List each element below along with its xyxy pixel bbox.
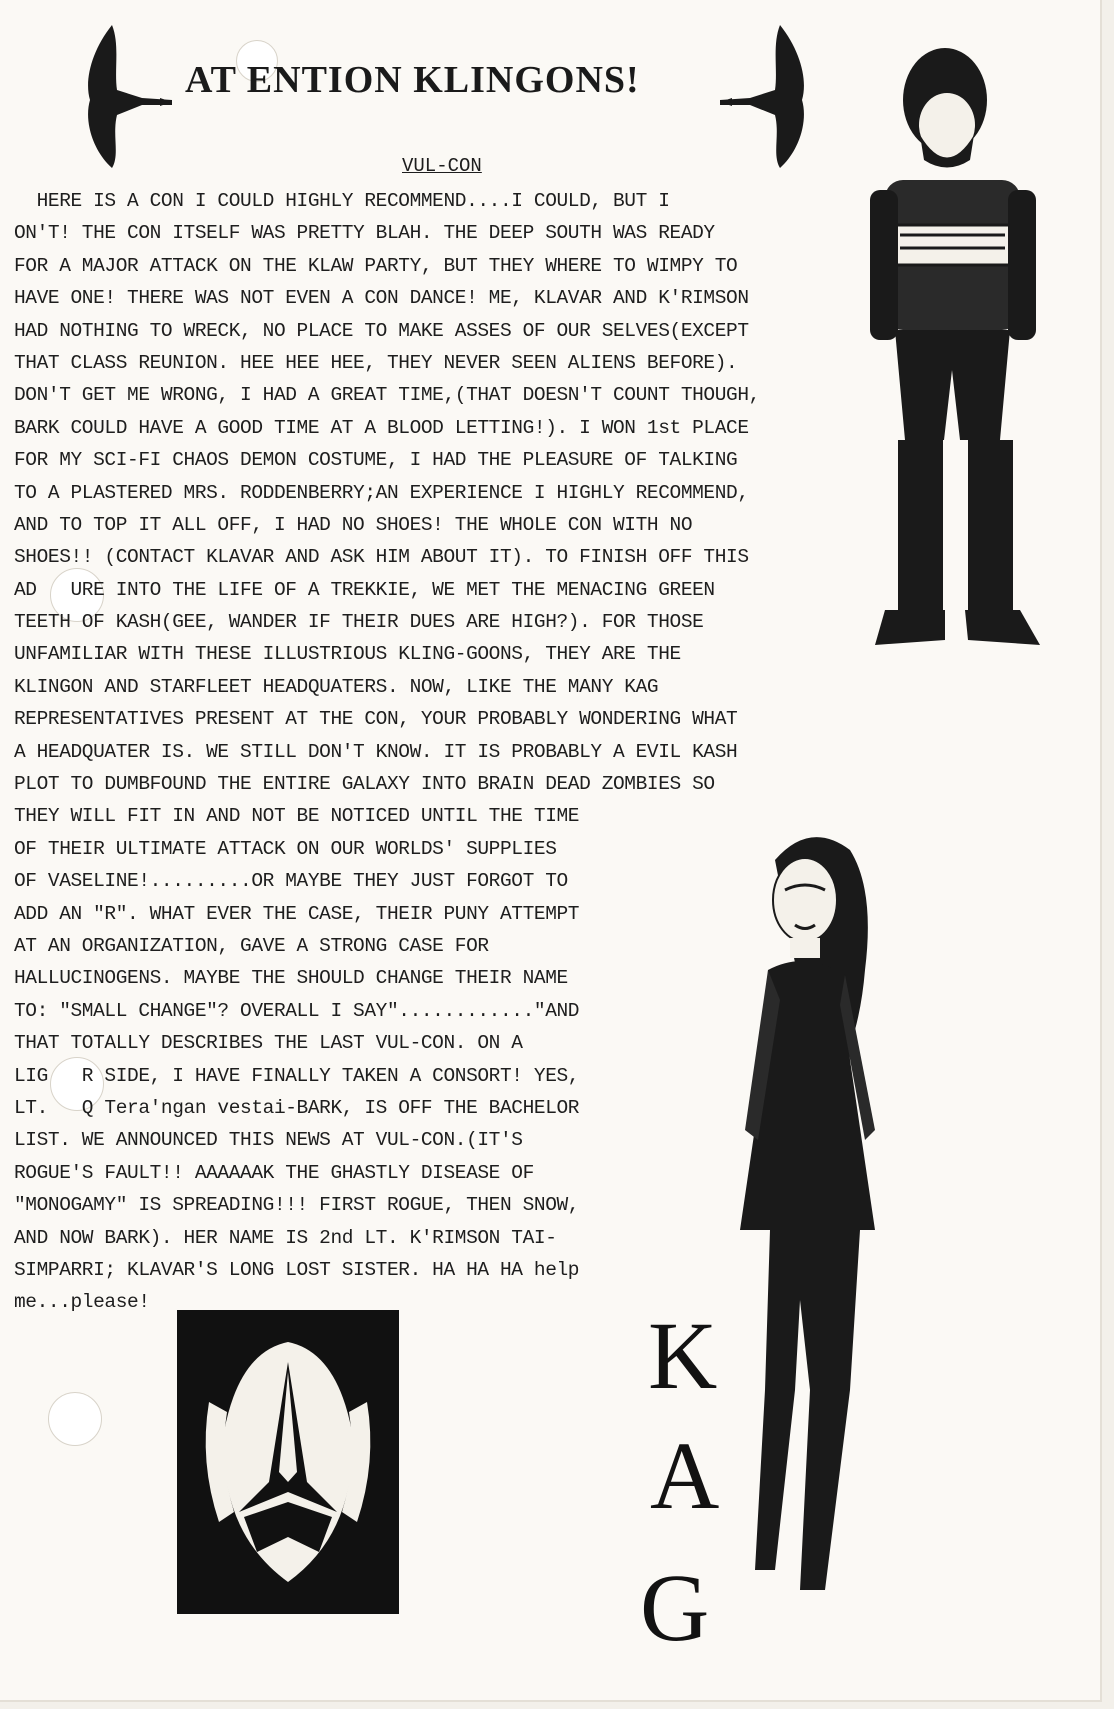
body-line: PLOT TO DUMBFOUND THE ENTIRE GALAXY INTO BRAIN DEAD ZOMBIES SO	[14, 773, 715, 796]
body-line: THAT TOTALLY DESCRIBES THE LAST VUL-CON. ON A	[14, 1032, 523, 1055]
klingon-ship-right-icon	[720, 20, 820, 170]
body-line: AD URE INTO THE LIFE OF A TREKKIE, WE MET THE MENACING GREEN	[14, 578, 715, 601]
body-line: REPRESENTATIVES PRESENT AT THE CON, YOUR PROBABLY WONDERING WHAT	[14, 708, 738, 731]
body-line: SIMPARRI; KLAVAR'S LONG LOST SISTER. HA HA HA help	[14, 1258, 580, 1281]
body-line: HAD NOTHING TO WRECK, NO PLACE TO MAKE ASSES OF OUR SELVES(EXCEPT	[14, 319, 749, 342]
body-line: TO A PLASTERED MRS. RODDENBERRY;AN EXPERIENCE I HIGHLY RECOMMEND,	[14, 481, 749, 504]
klingon-emblem-icon	[177, 1310, 399, 1614]
body-line: "MONOGAMY" IS SPREADING!!! FIRST ROGUE, THEN SNOW,	[14, 1194, 580, 1217]
punch-hole	[48, 1392, 102, 1446]
article-body	[14, 185, 760, 1319]
body-line: ADD AN "R". WHAT EVER THE CASE, THEIR PUNY ATTEMPT	[14, 902, 580, 925]
body-line: LIG R SIDE, I HAVE FINALLY TAKEN A CONSORT! YES,	[14, 1064, 580, 1087]
body-line: AT AN ORGANIZATION, GAVE A STRONG CASE FOR	[14, 934, 489, 957]
body-line: HALLUCINOGENS. MAYBE THE SHOULD CHANGE THEIR NAME	[14, 967, 568, 990]
body-line: SHOES!! (CONTACT KLAVAR AND ASK HIM ABOUT IT). TO FINISH OFF THIS	[14, 546, 749, 569]
body-line: AND TO TOP IT ALL OFF, I HAD NO SHOES! THE WHOLE CON WITH NO	[14, 513, 693, 536]
page-title: AT ENTION KLINGONS!	[185, 59, 640, 101]
body-line: BARK COULD HAVE A GOOD TIME AT A BLOOD LETTING!). I WON 1st PLACE	[14, 416, 749, 439]
body-line: OF VASELINE!.........OR MAYBE THEY JUST FORGOT TO	[14, 870, 568, 893]
body-line: FOR A MAJOR ATTACK ON THE KLAW PARTY, BUT THEY WHERE TO WIMPY TO	[14, 254, 738, 277]
kag-letter-a: A	[650, 1422, 720, 1529]
body-line: TO: "SMALL CHANGE"? OVERALL I SAY"............"AND	[14, 999, 580, 1022]
body-line: LIST. WE ANNOUNCED THIS NEWS AT VUL-CON.(IT'S	[14, 1129, 523, 1152]
kag-letter-k: K	[648, 1302, 718, 1409]
body-line: ON'T! THE CON ITSELF WAS PRETTY BLAH. THE DEEP SOUTH WAS READY	[14, 222, 715, 245]
body-line: A HEADQUATER IS. WE STILL DON'T KNOW. IT IS PROBABLY A EVIL KASH	[14, 740, 738, 763]
body-line: KLINGON AND STARFLEET HEADQUATERS. NOW, LIKE THE MANY KAG	[14, 675, 659, 698]
article-subheading: VUL-CON	[402, 155, 482, 177]
klingon-ship-left-icon	[72, 20, 172, 170]
body-line: me...please!	[14, 1291, 150, 1314]
body-line: AND NOW BARK). HER NAME IS 2nd LT. K'RIMSON TAI-	[14, 1226, 557, 1249]
kag-letter-g: G	[640, 1554, 710, 1661]
klingon-warrior-illustration-icon	[840, 40, 1070, 670]
woman-photo-cutout-icon	[700, 830, 940, 1620]
body-line: HAVE ONE! THERE WAS NOT EVEN A CON DANCE! ME, KLAVAR AND K'RIMSON	[14, 287, 749, 310]
body-line: UNFAMILIAR WITH THESE ILLUSTRIOUS KLING-GOONS, THEY ARE THE	[14, 643, 681, 666]
body-line: DON'T GET ME WRONG, I HAD A GREAT TIME,(THAT DOESN'T COUNT THOUGH,	[14, 384, 760, 407]
body-line: THAT CLASS REUNION. HEE HEE HEE, THEY NEVER SEEN ALIENS BEFORE).	[14, 351, 738, 374]
body-line: LT. Q Tera'ngan vestai-BARK, IS OFF THE BACHELOR	[14, 1096, 580, 1119]
body-line: TEETH OF KASH(GEE, WANDER IF THEIR DUES ARE HIGH?). FOR THOSE	[14, 611, 704, 634]
body-line: ROGUE'S FAULT!! AAAAAAK THE GHASTLY DISEASE OF	[14, 1161, 534, 1184]
body-line: FOR MY SCI-FI CHAOS DEMON COSTUME, I HAD THE PLEASURE OF TALKING	[14, 449, 738, 472]
body-line: HERE IS A CON I COULD HIGHLY RECOMMEND....I COULD, BUT I	[14, 190, 670, 212]
body-line: THEY WILL FIT IN AND NOT BE NOTICED UNTIL THE TIME	[14, 805, 580, 828]
body-line: OF THEIR ULTIMATE ATTACK ON OUR WORLDS' SUPPLIES	[14, 837, 557, 860]
